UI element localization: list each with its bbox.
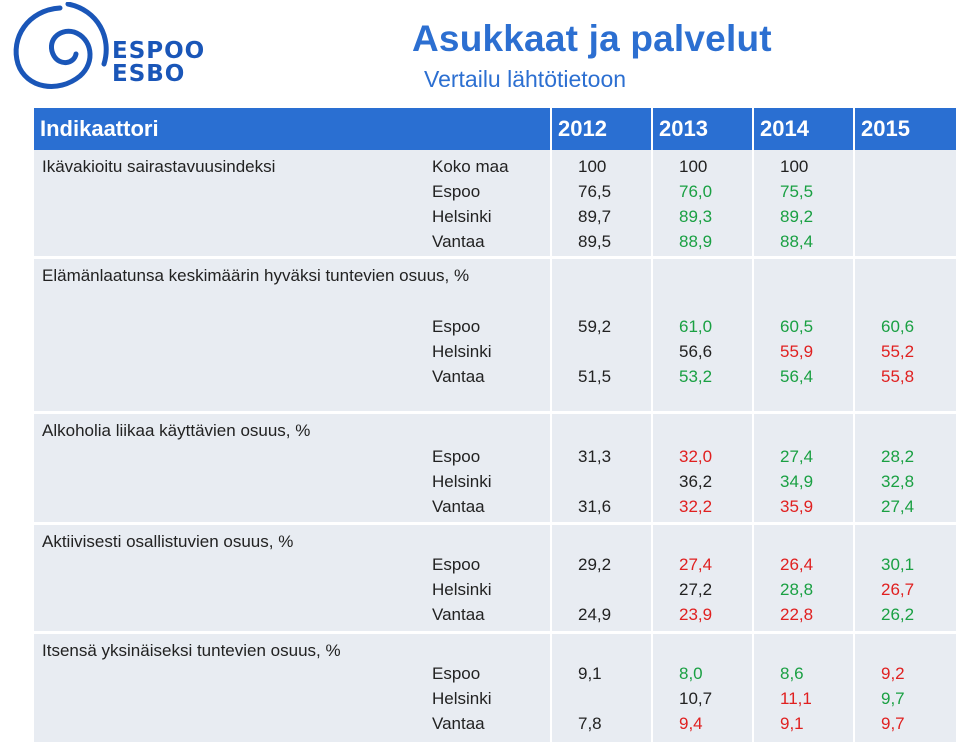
- value: 89,2: [780, 207, 814, 226]
- header-year-2012: 2012: [551, 108, 652, 150]
- header-year-2013: 2013: [652, 108, 753, 150]
- city-name: Espoo: [432, 447, 481, 466]
- value-cell: [854, 633, 956, 744]
- value: 88,4: [780, 232, 814, 251]
- value: 51,5: [578, 367, 612, 386]
- value: [578, 469, 651, 494]
- indicator-label: Aktiivisesti osallistuvien osuus, %: [42, 532, 294, 551]
- value: 24,9: [578, 605, 612, 624]
- indicator-cell: [34, 258, 551, 413]
- value-cell: [551, 633, 652, 744]
- city-name: Espoo: [432, 182, 481, 201]
- header-row: [34, 108, 956, 150]
- value-cell: [854, 150, 956, 258]
- value: 88,9: [679, 232, 713, 251]
- value: 55,8: [881, 367, 915, 386]
- city-name: Espoo: [432, 555, 481, 574]
- value: 9,7: [881, 689, 905, 708]
- value-cell: [753, 524, 854, 633]
- table-row: [34, 633, 956, 744]
- city-list: [432, 444, 492, 519]
- value: 9,1: [780, 714, 804, 733]
- value: 28,8: [780, 580, 814, 599]
- value: 76,5: [578, 182, 612, 201]
- value: [578, 339, 651, 364]
- city-list: [432, 154, 509, 254]
- header-year-2015: 2015: [854, 108, 956, 150]
- value: 8,0: [679, 664, 703, 683]
- value: 8,6: [780, 664, 804, 683]
- value: 31,6: [578, 497, 612, 516]
- city-name: Koko maa: [432, 157, 509, 176]
- page-title: Asukkaat ja palvelut: [412, 18, 772, 59]
- value: 35,9: [780, 497, 814, 516]
- value: 32,0: [679, 447, 713, 466]
- indicator-cell: [34, 413, 551, 524]
- value: 55,2: [881, 342, 915, 361]
- page-subtitle: Vertailu lähtötietoon: [424, 66, 627, 92]
- value: [578, 686, 651, 711]
- city-name: Vantaa: [432, 367, 485, 386]
- city-name: Vantaa: [432, 605, 485, 624]
- value: 100: [679, 157, 708, 176]
- table-row: [34, 150, 956, 258]
- value: 76,0: [679, 182, 713, 201]
- value: 32,8: [881, 472, 915, 491]
- value-cell: [854, 258, 956, 413]
- value: 36,2: [679, 472, 713, 491]
- value: 26,7: [881, 580, 915, 599]
- espoo-logo: [8, 2, 206, 102]
- value-cell: [753, 633, 854, 744]
- value-cell: [753, 413, 854, 524]
- indicator-table: [34, 108, 956, 745]
- table-row: [34, 413, 956, 524]
- city-name: Vantaa: [432, 714, 485, 733]
- value: 89,5: [578, 232, 612, 251]
- city-name: Vantaa: [432, 232, 485, 251]
- value: 26,2: [881, 605, 915, 624]
- value: 32,2: [679, 497, 713, 516]
- table-row: [34, 258, 956, 413]
- city-name: Espoo: [432, 317, 481, 336]
- value-cell: [652, 524, 753, 633]
- value-cell: [652, 150, 753, 258]
- value-cell: [551, 258, 652, 413]
- logo-line2: ESBO: [112, 61, 186, 87]
- value-cell: [551, 413, 652, 524]
- value: 27,4: [679, 555, 713, 574]
- city-name: Vantaa: [432, 497, 485, 516]
- value-cell: [652, 413, 753, 524]
- city-name: Helsinki: [432, 689, 492, 708]
- value: 34,9: [780, 472, 814, 491]
- value: 56,6: [679, 342, 713, 361]
- value-cell: [551, 524, 652, 633]
- city-name: Helsinki: [432, 207, 492, 226]
- logo-line1: ESPOO: [112, 38, 206, 64]
- value: 27,2: [679, 580, 713, 599]
- city-name: Espoo: [432, 664, 481, 683]
- value: 56,4: [780, 367, 814, 386]
- city-list: [432, 552, 492, 627]
- value: 23,9: [679, 605, 713, 624]
- value-cell: [753, 150, 854, 258]
- value: 30,1: [881, 555, 915, 574]
- value-cell: [652, 633, 753, 744]
- value: 26,4: [780, 555, 814, 574]
- city-list: [432, 661, 492, 736]
- city-name: Helsinki: [432, 580, 492, 599]
- value: 55,9: [780, 342, 814, 361]
- value: 100: [578, 157, 607, 176]
- value: 31,3: [578, 447, 612, 466]
- header-indicator: Indikaattori: [34, 108, 551, 150]
- value: [578, 577, 651, 602]
- indicator-label: Elämänlaatunsa keskimäärin hyväksi tuntevien osuus, %: [42, 266, 470, 285]
- value: 10,7: [679, 689, 713, 708]
- value-cell: [652, 258, 753, 413]
- indicator-cell: [34, 633, 551, 744]
- value-cell: [551, 150, 652, 258]
- value: 53,2: [679, 367, 713, 386]
- value: 11,1: [780, 689, 812, 708]
- value: 27,4: [881, 497, 915, 516]
- value: 29,2: [578, 555, 612, 574]
- value-cell: [854, 413, 956, 524]
- value: 9,4: [679, 714, 703, 733]
- indicator-label: Alkoholia liikaa käyttävien osuus, %: [42, 421, 311, 440]
- espoo-logo-swirl-icon: [8, 2, 113, 102]
- city-name: Helsinki: [432, 342, 492, 361]
- indicator-label: Ikävakioitu sairastavuusindeksi: [42, 157, 276, 176]
- city-list: [432, 314, 492, 389]
- value: 9,2: [881, 664, 905, 683]
- value: 28,2: [881, 447, 915, 466]
- value-cell: [854, 524, 956, 633]
- value: 60,6: [881, 317, 915, 336]
- indicator-cell: [34, 150, 551, 258]
- value: 9,7: [881, 714, 905, 733]
- value: 27,4: [780, 447, 814, 466]
- value: 61,0: [679, 317, 713, 336]
- value: 89,3: [679, 207, 713, 226]
- city-name: Helsinki: [432, 472, 492, 491]
- value: 59,2: [578, 317, 612, 336]
- value: 7,8: [578, 714, 602, 733]
- value-cell: [753, 258, 854, 413]
- table-row: [34, 524, 956, 633]
- indicator-label: Itsensä yksinäiseksi tuntevien osuus, %: [42, 641, 341, 660]
- value: 89,7: [578, 207, 612, 226]
- value: 9,1: [578, 664, 602, 683]
- value: 22,8: [780, 605, 814, 624]
- value: 75,5: [780, 182, 814, 201]
- value: 60,5: [780, 317, 814, 336]
- value: 100: [780, 157, 809, 176]
- indicator-cell: [34, 524, 551, 633]
- header-year-2014: 2014: [753, 108, 854, 150]
